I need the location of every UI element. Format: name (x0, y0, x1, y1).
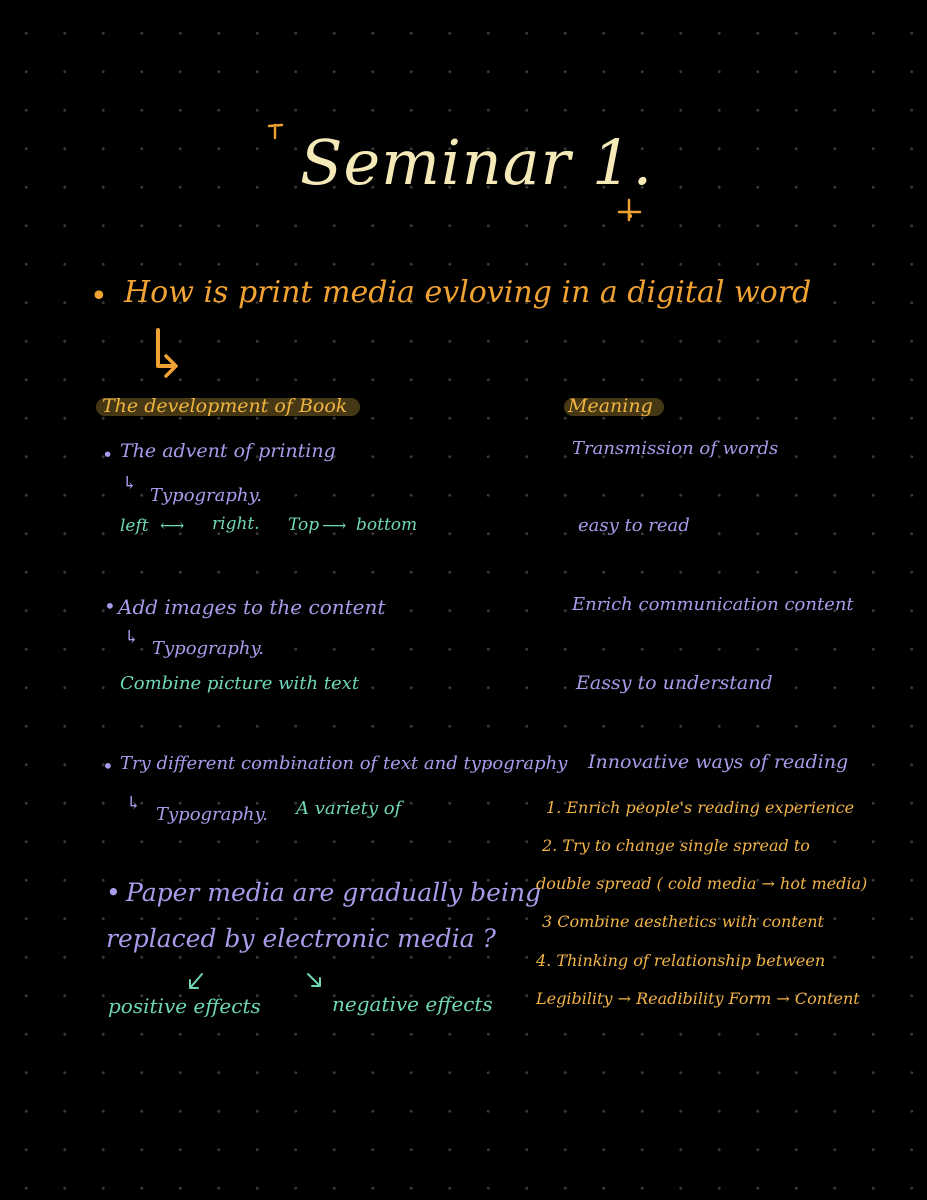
meaning-item-4: Eassy to understand (576, 672, 773, 694)
page-title: Seminar 1. (300, 126, 654, 199)
main-question: How is print media evloving in a digital word (124, 275, 812, 310)
section1-sub: Typography. (150, 485, 263, 506)
sub-arrow: ↳ (122, 473, 138, 494)
meaning-item-3: Enrich communication content (572, 594, 854, 615)
text-tool-icon (266, 122, 286, 146)
section4-point-line1: Paper media are gradually being (126, 878, 542, 907)
sub-arrow: ↳ (126, 793, 142, 814)
section1-detail-top: Top (288, 515, 320, 535)
meaning-list-item-6: Legibility → Readibility Form → Content (536, 989, 860, 1008)
meaning-list-item-1: 1. Enrich people's reading experience (546, 798, 855, 817)
right-arrow: ⟶ (322, 516, 347, 536)
meaning-item-1: Transmission of words (572, 438, 779, 459)
sub-arrow: ↳ (124, 627, 140, 648)
left-heading: The development of Book (102, 395, 348, 417)
section1-detail-left: left (120, 516, 149, 536)
meaning-item-2: easy to read (578, 515, 690, 536)
meaning-list-item-5: 4. Thinking of relationship between (536, 951, 826, 970)
bullet: • (106, 878, 121, 907)
bullet: • (102, 444, 114, 466)
section2-point: Add images to the content (118, 595, 386, 619)
section2-detail: Combine picture with text (120, 673, 360, 694)
meaning-list-item-3: double spread ( cold media → hot media) (536, 874, 868, 893)
return-arrow-icon (148, 326, 188, 386)
cursor-cross-icon (614, 196, 644, 226)
right-heading: Meaning (568, 395, 653, 417)
left-right-arrow: ⟷ (160, 516, 185, 536)
bullet: • (102, 754, 114, 778)
meaning-item-5: Innovative ways of reading (588, 751, 849, 773)
section1-detail-bottom: bottom (356, 515, 418, 535)
section1-point: The advent of printing (120, 440, 336, 462)
section3-sub: Typography. (156, 804, 269, 825)
section3-detail: A variety of (296, 798, 402, 819)
section2-sub: Typography. (152, 638, 265, 659)
positive-effects: positive effects (108, 994, 261, 1018)
section3-point: Try different combination of text and typography (120, 753, 568, 774)
section1-detail-right: right. (212, 514, 260, 534)
question-bullet: • (90, 279, 108, 314)
bullet: • (104, 594, 116, 618)
section4-point-line2: replaced by electronic media ? (106, 924, 496, 953)
negative-effects: negative effects (332, 992, 493, 1016)
meaning-list-item-2: 2. Try to change single spread to (542, 836, 810, 855)
meaning-list-item-4: 3 Combine aesthetics with content (542, 912, 824, 931)
